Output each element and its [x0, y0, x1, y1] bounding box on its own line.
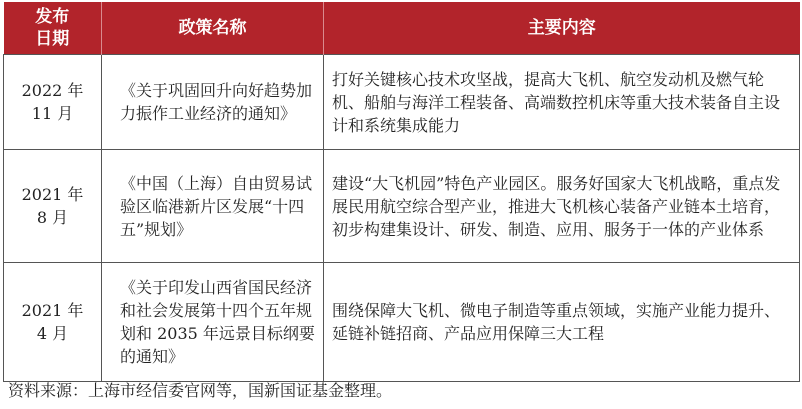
cell-date — [4, 150, 102, 263]
policy-table — [3, 2, 800, 382]
cell-date — [4, 263, 102, 382]
source-note: 资料来源：上海市经信委官网等，国新国证基金整理。 — [8, 381, 393, 400]
date-year: 2022 年 — [21, 81, 84, 100]
date-month: 8 月 — [36, 208, 69, 227]
date-year: 2021 年 — [21, 301, 84, 320]
header-date-line1: 发布 — [35, 7, 70, 27]
table-header-row — [4, 2, 800, 55]
cell-main-content: 打好关键核心技术攻坚战，提高大飞机、航空发动机及燃气轮机、船舶与海洋工程装备、高端数控机床等重大技术装备自主设计和系统集成能力 — [324, 55, 800, 150]
header-date — [4, 2, 102, 55]
cell-date — [4, 55, 102, 150]
header-date-line2: 日期 — [35, 29, 70, 49]
table-row — [4, 263, 800, 382]
header-main-content: 主要内容 — [324, 2, 800, 55]
header-policy-name: 政策名称 — [102, 2, 324, 55]
cell-policy-name: 《关于印发山西省国民经济和社会发展第十四个五年规划和 2035 年远景目标纲要的通知》 — [102, 263, 324, 382]
cell-main-content: 建设“大飞机园”特色产业园区。服务好国家大飞机战略，重点发展民用航空综合型产业，推进大飞机核心装备产业链本土培育，初步构建集设计、研发、制造、应用、服务于一体的产业体系 — [324, 150, 800, 263]
cell-main-content: 围绕保障大飞机、微电子制造等重点领域，实施产业能力提升、延链补链招商、产品应用保障三大工程 — [324, 263, 800, 382]
table-row — [4, 55, 800, 150]
date-year: 2021 年 — [21, 185, 84, 204]
cell-policy-name: 《关于巩固回升向好趋势加力振作工业经济的通知》 — [102, 55, 324, 150]
date-month: 11 月 — [31, 104, 74, 123]
table-row — [4, 150, 800, 263]
cell-policy-name: 《中国（上海）自由贸易试验区临港新片区发展“十四五”规划》 — [102, 150, 324, 263]
date-month: 4 月 — [36, 324, 69, 343]
